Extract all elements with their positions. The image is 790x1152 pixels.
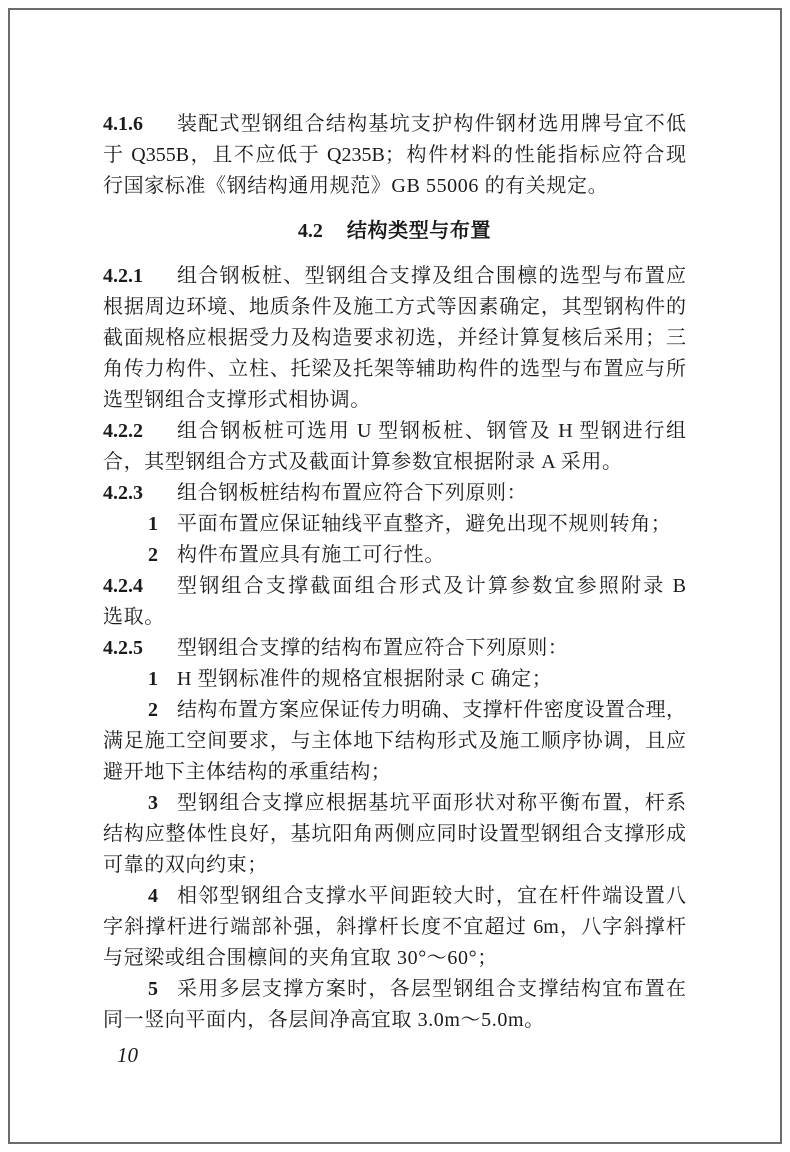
item-first-line (103, 664, 686, 695)
clause-first-line (103, 633, 686, 664)
clause-number: 4.2.2 (103, 420, 143, 442)
text-line: 行国家标准《钢结构通用规范》GB 55006 的有关规定。 (103, 175, 609, 197)
clause-first-line (103, 261, 686, 292)
clause-number: 4.1.6 (103, 113, 143, 135)
list-item (103, 881, 686, 974)
text-line: 截面规格应根据受力及构造要求初选，并经计算复核后采用；三 (103, 327, 686, 349)
text-line: 同一竖向平面内，各层间净高宜取 3.0m～5.0m。 (103, 1009, 545, 1031)
text-line: 平面布置应保证轴线平直整齐，避免出现不规则转角； (177, 513, 672, 535)
list-item (103, 974, 686, 1036)
text-line: 角传力构件、立柱、托梁及托架等辅助构件的选型与布置应与所 (103, 358, 686, 380)
section-title: 结构类型与布置 (346, 220, 492, 242)
text-line: 选取。 (103, 606, 165, 628)
list-item (103, 509, 686, 540)
clause-block (103, 478, 686, 509)
clause-number: 4.2.5 (103, 637, 143, 659)
text-line: 与冠梁或组合围檩间的夹角宜取 30°～60°； (103, 947, 498, 969)
text-line: 选型钢组合支撑形式相协调。 (103, 389, 371, 411)
clause-block (103, 571, 686, 633)
text-line: 满足施工空间要求，与主体地下结构形式及施工顺序协调，且应 (103, 730, 686, 752)
clause-number: 4.2.3 (103, 482, 143, 504)
text-line: 合，其型钢组合方式及截面计算参数宜根据附录 A 采用。 (103, 451, 623, 473)
text-line: 于 Q355B，且不应低于 Q235B；构件材料的性能指标应符合现 (103, 144, 686, 166)
item-first-line (103, 974, 686, 1005)
clause-block (103, 416, 686, 478)
text-line: 根据周边环境、地质条件及施工方式等因素确定，其型钢构件的 (103, 296, 686, 318)
text-line: 型钢组合支撑截面组合形式及计算参数宜参照附录 B (177, 575, 686, 597)
clause-number: 4.2.1 (103, 265, 143, 287)
item-number: 5 (148, 978, 158, 1000)
item-first-line (103, 509, 686, 540)
item-first-line (103, 695, 686, 726)
text-line: 采用多层支撑方案时，各层型钢组合支撑结构宜布置在 (177, 978, 686, 1000)
text-line: 构件布置应具有施工可行性。 (177, 544, 445, 566)
clause-first-line (103, 571, 686, 602)
text-line: 避开地下主体结构的承重结构； (103, 761, 392, 783)
text-line: 装配式型钢组合结构基坑支护构件钢材选用牌号宜不低 (177, 113, 686, 135)
text-line: 组合钢板桩可选用 U 型钢板桩、钢管及 H 型钢进行组 (177, 420, 686, 442)
clause-first-line (103, 416, 686, 447)
text-line: 组合钢板桩结构布置应符合下列原则： (177, 482, 528, 504)
text-line: 组合钢板桩、型钢组合支撑及组合围檩的选型与布置应 (177, 265, 686, 287)
item-first-line (103, 881, 686, 912)
text-line: 字斜撑杆进行端部补强，斜撑杆长度不宜超过 6m，八字斜撑杆 (103, 916, 686, 938)
item-first-line (103, 540, 686, 571)
text-line: 可靠的双向约束； (103, 854, 268, 876)
list-item (103, 664, 686, 695)
list-item (103, 788, 686, 881)
item-first-line (103, 788, 686, 819)
item-number: 2 (148, 699, 158, 721)
text-line: H 型钢标准件的规格宜根据附录 C 确定； (177, 668, 553, 690)
text-line: 结构应整体性良好，基坑阳角两侧应同时设置型钢组合支撑形成 (103, 823, 686, 845)
text-line: 型钢组合支撑的结构布置应符合下列原则： (177, 637, 569, 659)
section-heading (103, 216, 686, 247)
item-number: 1 (148, 668, 158, 690)
list-item (103, 540, 686, 571)
clause-number: 4.2.4 (103, 575, 143, 597)
document-body (103, 109, 686, 1036)
text-line: 结构布置方案应保证传力明确、支撑杆件密度设置合理， (177, 699, 686, 721)
clause-first-line (103, 109, 686, 140)
page-number: 10 (117, 1043, 138, 1067)
clause-first-line (103, 478, 686, 509)
item-number: 3 (148, 792, 158, 814)
list-item (103, 695, 686, 788)
clause-block (103, 261, 686, 416)
item-number: 4 (148, 885, 158, 907)
clause-block (103, 109, 686, 202)
text-line: 相邻型钢组合支撑水平间距较大时，宜在杆件端设置八 (177, 885, 686, 907)
clause-block (103, 633, 686, 664)
section-number: 4.2 (297, 220, 323, 242)
item-number: 2 (148, 544, 158, 566)
item-number: 1 (148, 513, 158, 535)
text-line: 型钢组合支撑应根据基坑平面形状对称平衡布置，杆系 (177, 792, 686, 814)
